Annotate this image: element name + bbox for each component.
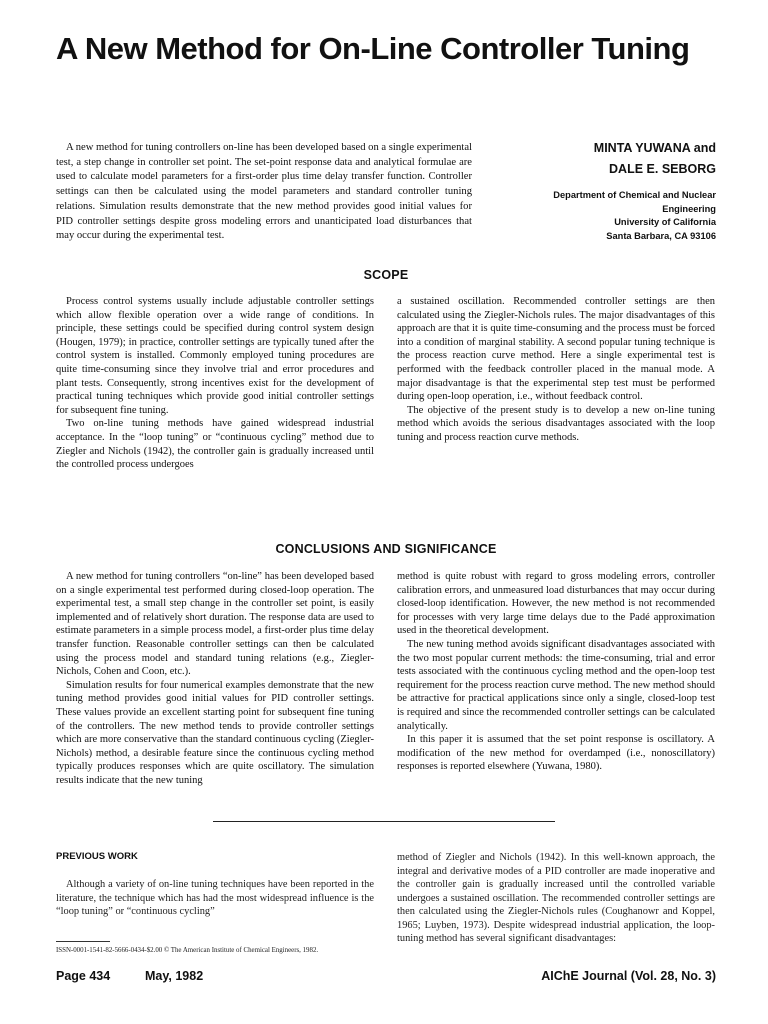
previous-work-heading: PREVIOUS WORK [56, 851, 138, 862]
paragraph: The new tuning method avoids significant disadvantages associated with the two most popular current methods: the time-consuming, trial and error tests associated with the continuous cycling method and the open-loop test requirement for the process reaction curve method. The new method should be attractive for practical applications since only a single, closed-loop test is required and since the recommended controller settings can be calculated analytically. [397, 638, 715, 732]
journal-citation: AIChE Journal (Vol. 28, No. 3) [541, 969, 716, 983]
footnote-divider [56, 941, 110, 942]
paragraph: method of Ziegler and Nichols (1942). In this well-known approach, the integral and derivative modes of a PID controller are made inoperative and the controller gain is gradually increased until the controlled variable undergoes a sustained oscillation. The recommended controller settings are then calculated using the Ziegler-Nichols rules (Coughanowr and Koppel, 1965; Luyben, 1973). Despite widespread industrial application, the loop-tuning method has several significant disadvantages: [397, 852, 715, 944]
scope-heading: SCOPE [363, 268, 409, 282]
page-number: Page 434 [56, 969, 111, 983]
paragraph: Simulation results for four numerical examples demonstrate that the new tuning method provides good initial values for PID controller settings. These values provide an excellent starting point for subsequent fine tuning of the controllers. The new method tends to provide controller settings which are more conservative than the standard continuous cycling (Ziegler-Nichols) method, a desirable feature since the continuous cycling method typically produces responses which are quite oscillatory. The simulation results indicate that the new tuning [56, 679, 374, 786]
author-block [500, 138, 716, 243]
previous-work-right-column [397, 851, 715, 946]
affiliation [500, 189, 716, 243]
conclusions-heading: CONCLUSIONS AND SIGNIFICANCE [275, 542, 497, 556]
previous-work-left-column [56, 878, 374, 919]
conclusions-left-column [56, 570, 374, 788]
paragraph: Although a variety of on-line tuning techniques have been reported in the literature, the technique which has had the most widespread influence is the “loop tuning” or “continuous cycling” [56, 879, 374, 917]
affiliation-line: Engineering [662, 203, 716, 214]
issue-date: May, 1982 [145, 969, 204, 983]
paragraph: The objective of the present study is to develop a new on-line tuning method which avoids the serious disadvantages associated with the loop tuning and process reaction curve methods. [397, 404, 715, 443]
affiliation-line: Santa Barbara, CA 93106 [606, 230, 716, 241]
issn-footnote: ISSN-0001-1541-82-5666-0434-$2.00 © The American Institute of Chemical Engineers, 1982. [56, 947, 319, 954]
paragraph: In this paper it is assumed that the set point response is oscillatory. A modification of the new method for overdamped (i.e., nonoscillatory) responses is reported elsewhere (Yuwana, 1980). [397, 734, 715, 773]
author-name: DALE E. SEBORG [609, 162, 716, 176]
affiliation-line: Department of Chemical and Nuclear [553, 190, 716, 200]
conclusions-right-column [397, 570, 715, 774]
section-divider [213, 821, 555, 822]
author-name: MINTA YUWANA and [593, 141, 716, 155]
paragraph: A new method for tuning controllers “on-line” has been developed based on a single experimental test performed during closed-loop operation. The experimental test, a small step change in the controller set point, is easily implemented and of relatively short duration. The response data are used to estimate parameters in a simple process model, a first-order plus time delay transfer function. Reasonable controller settings can then be calculated using the process model and standard tuning relations (e.g., Ziegler-Nichols, Cohen and Coon, etc.). [56, 571, 374, 678]
paragraph: a sustained oscillation. Recommended controller settings are then calculated using the Ziegler-Nichols rules. The major disadvantages of this approach are that it is quite time-consuming and the process must be forced into a condition of marginal stability. A second popular tuning technique is the process reaction curve method. Here a single experimental test is performed with the feedback controller placed in the manual mode. A major disadvantage is that the experimental step test must be performed during open-loop operation, i.e., without feedback control. [397, 296, 715, 403]
paragraph: method is quite robust with regard to gross modeling errors, controller calibration errors, and unmeasured load disturbances that may occur during closed-loop identification. However, the new method is not recommended for processes with very large time delays due to the Padé approximation used in the theoretical development. [397, 571, 715, 637]
affiliation-line: University of California [614, 217, 716, 227]
scope-right-column [397, 295, 715, 445]
scope-left-column [56, 295, 374, 472]
paragraph: Two on-line tuning methods have gained widespread industrial acceptance. In the “loop tuning” or “continuous cycling” method due to Ziegler and Nichols (1942), the controller gain is gradually increased until the controlled process undergoes [56, 418, 374, 471]
paragraph: Process control systems usually include adjustable controller settings which allow flexible operation over a wide range of conditions. In principle, these settings could be specified during control system design (Hougen, 1979); in practice, controller settings are typically tuned after the control system is installed. Commonly employed tuning procedures are quite time-consuming since they involve trial and error procedures and plant tests. Consequently, strong incentives exist for the development of practical tuning techniques which provide good initial controller settings for subsequent fine tuning. [56, 296, 374, 416]
paper-title: A New Method for On-Line Controller Tuning [56, 31, 690, 66]
abstract: A new method for tuning controllers on-line has been developed based on a single experimental test, a step change in controller set point. The set-point response data and analytical formulae are used to calculate model parameters for a first-order plus time delay transfer function. Controller settings can then be calculated using the model parameters and standard controller tuning relations. Simulation results demonstrate that the new method provides good initial values for PID controller settings despite gross modeling errors and unanticipated load disturbances that may occur during the experimental test. [56, 142, 472, 242]
